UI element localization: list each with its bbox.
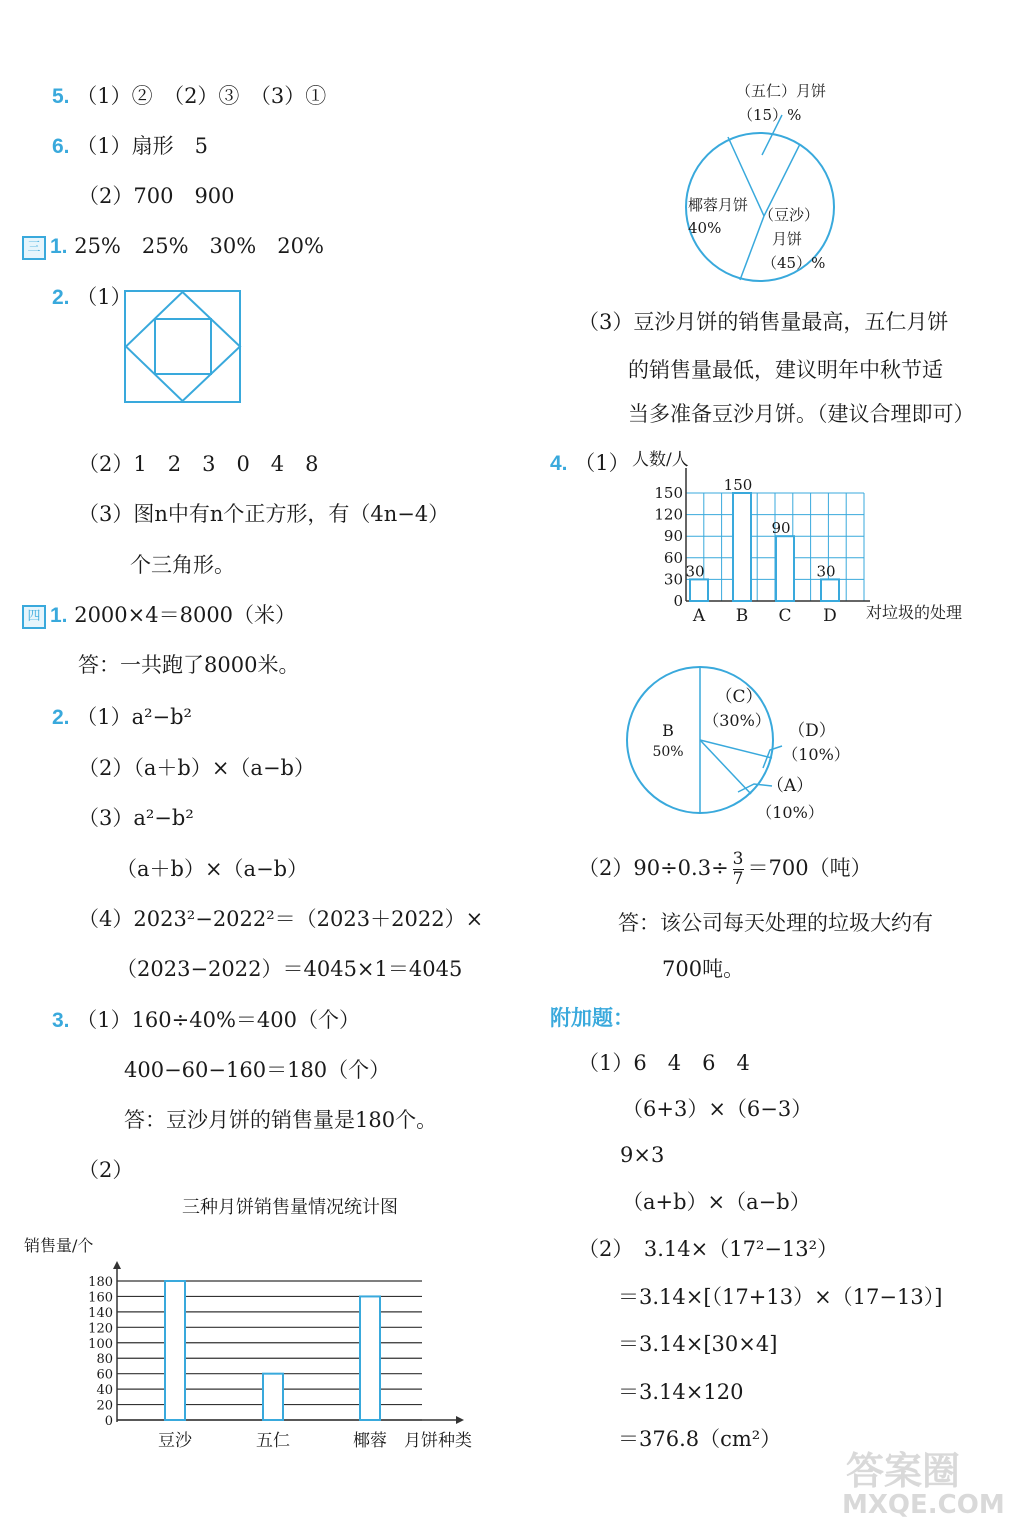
q6-line1 bbox=[52, 132, 208, 161]
sec4-q3-part1b: 400−60−160＝180（个） bbox=[124, 1058, 391, 1082]
sec4-q1-number: 1. bbox=[50, 604, 68, 627]
pie1-caption-line1: （3）豆沙月饼的销售量最高，五仁月饼 bbox=[578, 310, 949, 334]
x-axis-title: 月饼种类 bbox=[404, 1431, 472, 1451]
y-tick-label: 0 bbox=[104, 1414, 113, 1429]
extra-line3: 9×3 bbox=[620, 1143, 665, 1167]
y-tick-label: 0 bbox=[673, 592, 683, 610]
q4-answer-line1: 答：该公司每天处理的垃圾大约有 bbox=[618, 911, 933, 935]
y-axis-arrow bbox=[113, 1261, 121, 1269]
bar-五仁 bbox=[263, 1374, 283, 1420]
slice-label-wuren-pct: （15）% bbox=[738, 106, 802, 124]
y-tick-label: 160 bbox=[88, 1290, 113, 1306]
square-triangle-figure bbox=[124, 290, 242, 404]
q5-number: 5. bbox=[52, 85, 70, 108]
bar-A bbox=[690, 579, 708, 601]
bar-D bbox=[821, 579, 839, 601]
mooncake-bar-chart bbox=[20, 1192, 490, 1457]
q4-answer-line2: 700吨。 bbox=[662, 957, 745, 981]
slice-label-yerong-pct: 40% bbox=[688, 219, 722, 237]
garbage-pie-chart bbox=[620, 656, 860, 836]
sec3-q1-number: 1. bbox=[50, 235, 68, 258]
y-tick-label: 150 bbox=[654, 484, 683, 502]
extra-line9: ＝376.8（cm²） bbox=[618, 1427, 782, 1451]
garbage-y-axis-label: 人数/人 bbox=[632, 450, 689, 470]
bar-value-label: 30 bbox=[816, 562, 836, 581]
y-tick-label: 90 bbox=[663, 527, 683, 546]
bar-C bbox=[776, 536, 794, 601]
q4-part1: （1） bbox=[574, 451, 630, 475]
slice-label-c-pct: （30%） bbox=[703, 711, 771, 730]
slice-label-a: （A） bbox=[766, 776, 814, 796]
q4-part2b: ＝700（吨） bbox=[747, 856, 872, 880]
sec3-q2-line1 bbox=[52, 283, 132, 312]
extra-line7: ＝3.14×[30×4] bbox=[618, 1332, 778, 1356]
extra-line2: （6+3）×（6−3） bbox=[622, 1097, 813, 1121]
bar-value-label: 150 bbox=[723, 476, 753, 494]
q5-text: （1）② （2）③ （3）① bbox=[76, 84, 327, 108]
sec4-q2-part1: （1）a²−b² bbox=[76, 705, 192, 729]
sec4-q1-text: 2000×4＝8000（米） bbox=[74, 603, 297, 627]
y-tick-label: 30 bbox=[663, 570, 683, 589]
slice-label-d: （D） bbox=[788, 721, 836, 741]
slice-label-b-pct: 50% bbox=[652, 744, 684, 760]
pie1-caption-line3: 当多准备豆沙月饼。（建议合理即可） bbox=[628, 402, 975, 426]
sec3-q2-part3b: 个三角形。 bbox=[130, 553, 235, 577]
x-axis-title: 对垃圾的处理 bbox=[865, 603, 963, 622]
q6-part1: （1）扇形 5 bbox=[76, 134, 208, 158]
fraction-denominator: 7 bbox=[732, 869, 744, 889]
x-category-label: D bbox=[823, 606, 837, 626]
fraction-three-sevenths bbox=[733, 850, 744, 889]
slice-label-dousha-name: 月饼 bbox=[772, 230, 803, 248]
mooncake-y-axis-label: 销售量/个 bbox=[24, 1236, 94, 1255]
sec3-q2-number: 2. bbox=[52, 286, 70, 309]
q4-line1 bbox=[550, 449, 630, 478]
watermark-logo-text: 答案圈 bbox=[846, 1449, 961, 1493]
sec4-q3-answer: 答：豆沙月饼的销售量是180个。 bbox=[124, 1108, 438, 1132]
y-tick-label: 140 bbox=[88, 1305, 113, 1321]
pie-divider bbox=[740, 216, 764, 280]
y-tick-label: 100 bbox=[88, 1336, 113, 1352]
y-tick-label: 60 bbox=[663, 548, 683, 567]
pie-divider bbox=[700, 740, 772, 758]
sec4-q3-line1 bbox=[52, 1006, 360, 1035]
x-category-label: 五仁 bbox=[256, 1431, 290, 1451]
sec4-q1-line bbox=[22, 601, 296, 630]
x-axis-arrow bbox=[456, 1416, 464, 1424]
y-tick-label: 80 bbox=[96, 1352, 113, 1368]
sec4-q2-line1 bbox=[52, 703, 192, 732]
x-category-label: 椰蓉 bbox=[353, 1431, 387, 1451]
sec3-q1-text: 25% 25% 30% 20% bbox=[74, 234, 324, 258]
bar-椰蓉 bbox=[360, 1296, 380, 1420]
sec4-q3-part1: （1）160÷40%＝400（个） bbox=[76, 1008, 360, 1032]
slice-label-dousha-pct: （45）% bbox=[762, 254, 826, 272]
x-category-label: A bbox=[692, 606, 706, 626]
y-tick-label: 180 bbox=[88, 1275, 113, 1290]
q6-part2: （2）700 900 bbox=[78, 184, 235, 208]
section-four-badge: 四 bbox=[22, 605, 46, 629]
pie1-caption-line2: 的销售量最低，建议明年中秋节适 bbox=[628, 358, 943, 382]
bar-豆沙 bbox=[165, 1281, 185, 1420]
mooncake-chart-title: 三种月饼销售量情况统计图 bbox=[182, 1197, 398, 1218]
mooncake-pie-chart bbox=[676, 78, 866, 278]
slice-label-b: B bbox=[662, 721, 674, 740]
fraction-numerator: 3 bbox=[732, 849, 744, 869]
sec3-q2-part1: （1） bbox=[76, 285, 132, 309]
sec4-q3-number: 3. bbox=[52, 1009, 70, 1032]
sec4-q2-part3: （3）a²−b² bbox=[78, 806, 194, 830]
q4-part2a: （2）90÷0.3÷ bbox=[578, 856, 729, 880]
y-tick-label: 120 bbox=[88, 1321, 113, 1337]
y-tick-label: 40 bbox=[96, 1383, 113, 1399]
sec4-q1-answer: 答：一共跑了8000米。 bbox=[78, 653, 300, 677]
extra-line8: ＝3.14×120 bbox=[618, 1380, 744, 1404]
extra-line1: （1）6 4 6 4 bbox=[578, 1051, 750, 1075]
extra-line5: （2） 3.14×（17²−13²） bbox=[578, 1237, 839, 1261]
y-tick-label: 120 bbox=[654, 505, 683, 524]
q4-part2-line bbox=[578, 850, 872, 889]
sec4-q2-part4b: （2023−2022）＝4045×1＝4045 bbox=[116, 957, 463, 981]
q4-number: 4. bbox=[550, 452, 568, 475]
x-category-label: 豆沙 bbox=[158, 1431, 192, 1451]
sec3-q2-part2: （2）1 2 3 0 4 8 bbox=[78, 452, 319, 476]
watermark-url: MXQE.COM bbox=[842, 1490, 1005, 1520]
slice-label-d-pct: （10%） bbox=[782, 745, 850, 764]
x-category-label: B bbox=[735, 606, 749, 626]
x-category-label: C bbox=[778, 606, 792, 626]
sec4-q3-part2: （2） bbox=[78, 1158, 134, 1182]
sec4-q2-part2: （2）（a＋b）×（a−b） bbox=[78, 756, 315, 780]
sec3-q1-line bbox=[22, 232, 324, 261]
pie-divider bbox=[700, 740, 751, 794]
slice-label-yerong: 椰蓉月饼 bbox=[688, 196, 749, 214]
slice-label-a-pct: （10%） bbox=[756, 803, 824, 822]
y-tick-label: 60 bbox=[96, 1367, 113, 1383]
sec4-q2-part4a: （4）2023²−2022²＝（2023＋2022）× bbox=[78, 907, 484, 931]
slice-label-c: （C） bbox=[715, 687, 763, 707]
slice-label-dousha: （豆沙） bbox=[759, 206, 820, 224]
slice-label-wuren: （五仁）月饼 bbox=[736, 82, 827, 100]
extra-questions-title: 附加题： bbox=[550, 1006, 634, 1030]
garbage-bar-chart bbox=[628, 448, 988, 626]
sec3-q2-part3a: （3）图n中有n个正方形，有（4n−4） bbox=[78, 502, 450, 526]
bar-value-label: 90 bbox=[771, 519, 791, 538]
q6-number: 6. bbox=[52, 135, 70, 158]
y-tick-label: 20 bbox=[96, 1398, 113, 1414]
sec4-q2-number: 2. bbox=[52, 706, 70, 729]
extra-line6: ＝3.14×[（17+13）×（17−13）] bbox=[618, 1285, 943, 1309]
bar-B bbox=[733, 493, 751, 601]
q5-line bbox=[52, 82, 326, 111]
bar-value-label: 30 bbox=[685, 562, 705, 581]
section-three-badge: 三 bbox=[22, 236, 46, 260]
extra-line4: （a+b）×（a−b） bbox=[622, 1190, 811, 1214]
sec4-q2-part3b: （a＋b）×（a−b） bbox=[116, 857, 309, 881]
